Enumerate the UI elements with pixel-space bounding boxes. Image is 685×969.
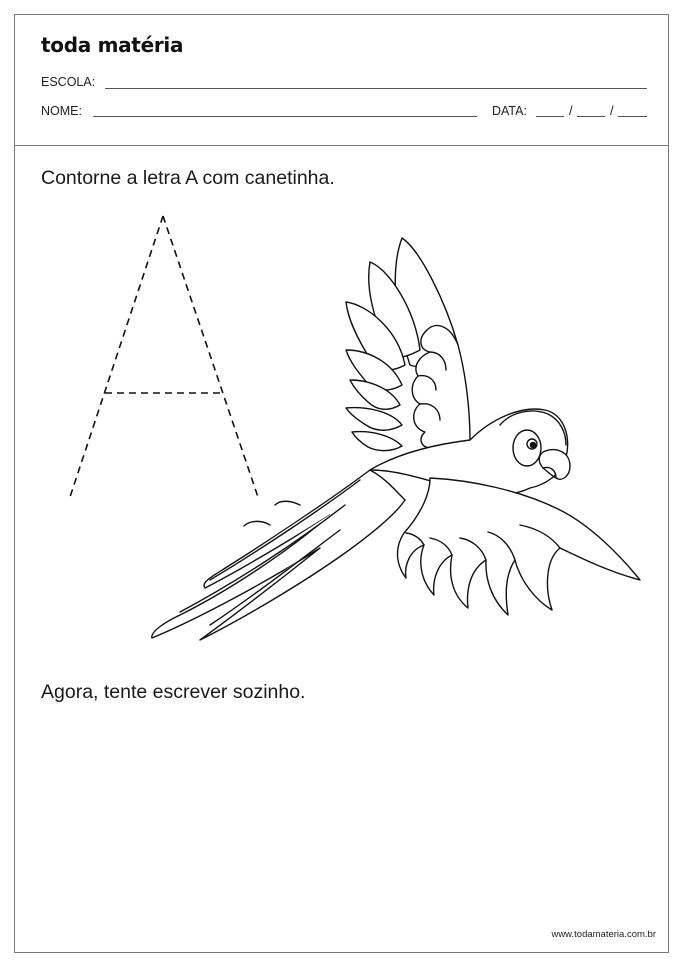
write-instruction: Agora, tente escrever sozinho.: [41, 681, 306, 703]
brand-logo: toda matéria: [41, 33, 184, 57]
date-label: DATA:: [492, 104, 527, 118]
footer-url: www.todamateria.com.br: [551, 929, 656, 940]
trace-instruction: Contorne a letra A com canetinha.: [41, 167, 335, 189]
date-separator: /: [610, 103, 614, 118]
name-label: NOME:: [41, 104, 82, 118]
school-label: ESCOLA:: [41, 75, 96, 89]
date-separator: /: [569, 103, 573, 118]
